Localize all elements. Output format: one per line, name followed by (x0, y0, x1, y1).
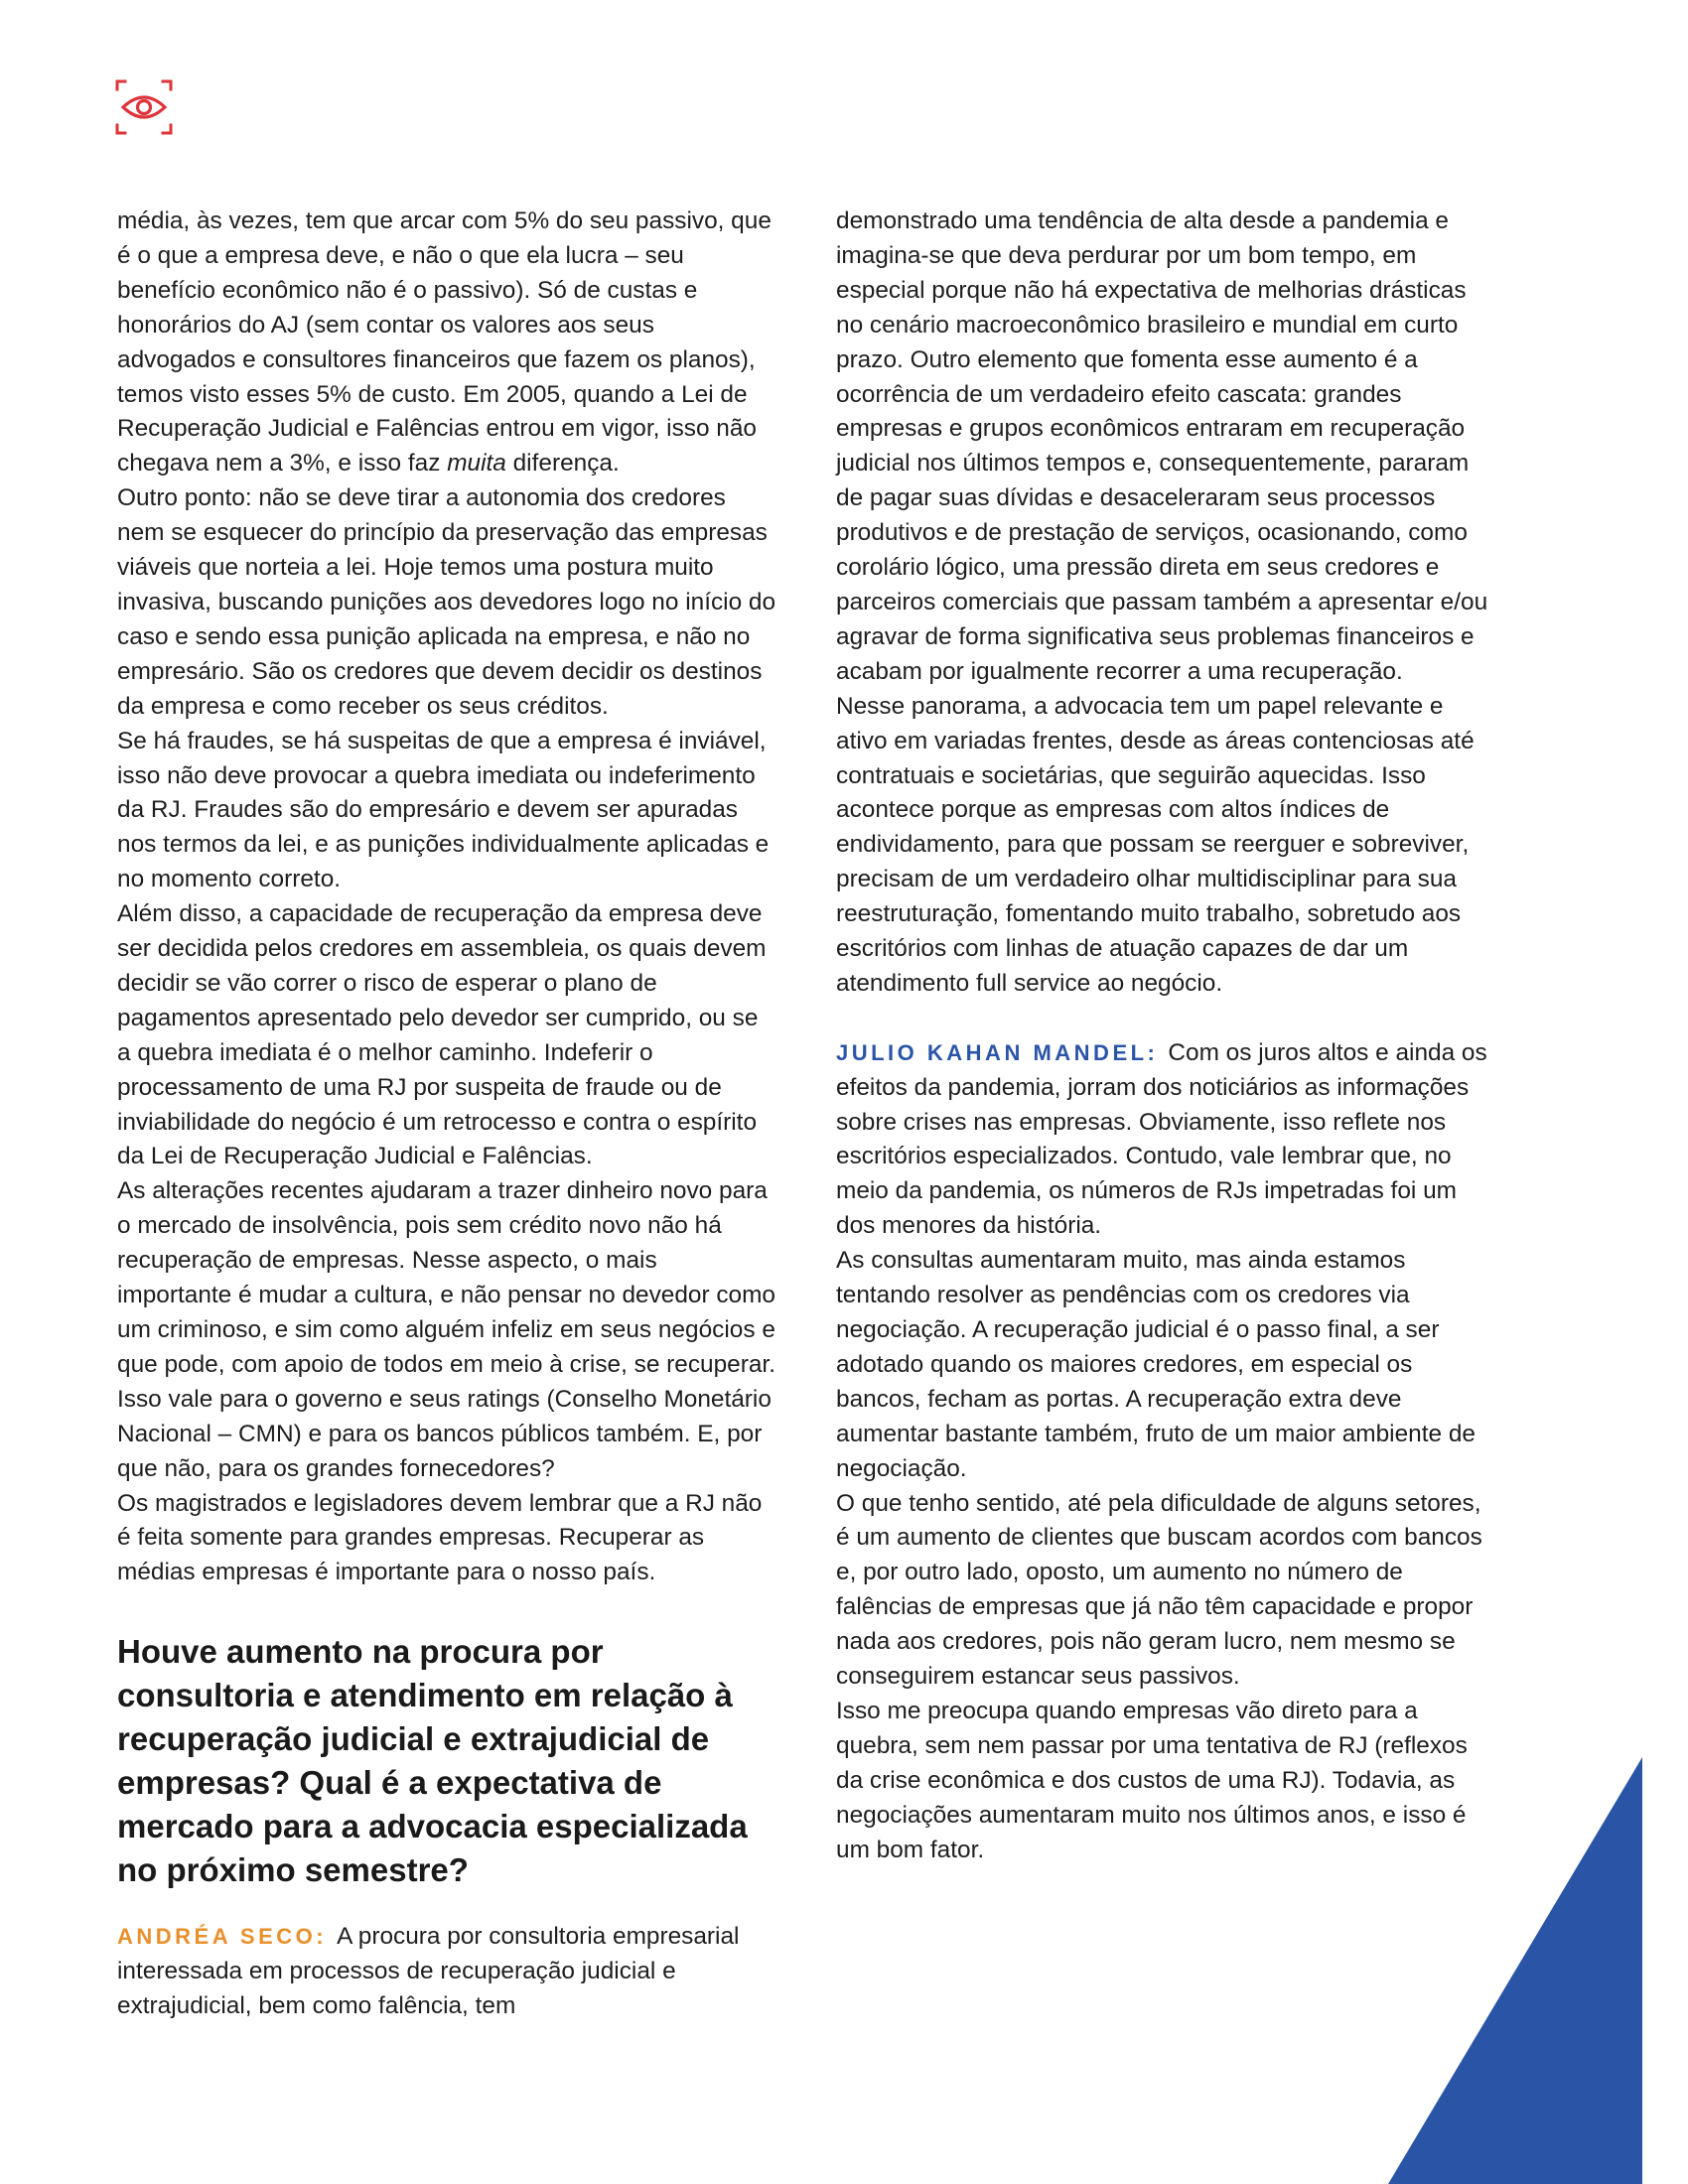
left-column (117, 205, 777, 2024)
speaker-name: JULIO KAHAN MANDEL: (836, 1039, 1159, 1065)
paragraph-text: A procura por consultoria empresarial interessada em processos de recuperação judicial e extrajudicial, bem como falência, tem (117, 1923, 740, 2020)
right-column (836, 205, 1496, 1867)
paragraph: Os magistrados e legisladores devem lembrar que a RJ não é feita somente para grandes empresas. Recuperar as médias empresas é importante para o nosso país. (117, 1489, 763, 1586)
paragraph-gap (836, 1002, 1496, 1036)
paragraph: O que tenho sentido, até pela dificuldade de alguns setores, é um aumento de clientes que buscam acordos com bancos e, por outro lado, oposto, um aumento no número de falências de empresas que já não têm capacidade e propor nada aos credores, pois não geram lucro, nem mesmo se conseguirem estancar seus passivos. (836, 1489, 1482, 1691)
paragraph: Nesse panorama, a advocacia tem um papel relevante e ativo em variadas frentes, desde as áreas contenciosas até contratuais e societárias, que seguirão aquecidas. Isso acontece porque as empresas com altos índices de endividamento, para que possam se reerguer e sobreviver, precisam de um verdadeiro olhar multidisciplinar para sua reestruturação, fomentando muito trabalho, sobretudo aos escritórios com linhas de atuação capazes de dar um atendimento full service ao negócio. (836, 692, 1475, 997)
answer-paragraph (117, 1920, 777, 2024)
eye-icon (115, 79, 173, 135)
paragraph: Isso me preocupa quando empresas vão direto para a quebra, sem nem passar por uma tentativa de RJ (reflexos da crise econômica e dos custos de uma RJ). Todavia, as negociações aumentaram muito nos últimos anos, e isso é um bom fator. (836, 1697, 1468, 1863)
paragraph: demonstrado uma tendência de alta desde a pandemia e imagina-se que deva perdurar por um bom tempo, em especial porque não há expectativa de melhorias drásticas no cenário macroeconômico brasileiro e mundial em curto prazo. Outro elemento que fomenta esse aumento é a ocorrência de um verdadeiro efeito cascata: grandes empresas e grupos econômicos entraram em recuperação judicial nos últimos tempos e, consequentemente, pararam de pagar suas dívidas e desaceleraram seus processos produtivos e de prestação de serviços, ocasionando, como corolário lógico, uma pressão direta em seus credores e parceiros comerciais que passam também a apresentar e/ou agravar de forma significativa seus problemas financeiros e acabam por igualmente recorrer a uma recuperação. (836, 207, 1488, 685)
answer-paragraph (836, 1036, 1496, 1244)
speaker-name: ANDRÉA SECO: (117, 1924, 328, 1950)
paragraph-text: e isso faz (338, 450, 448, 478)
section-question: Houve aumento na procura por consultoria e atendimento em relação à recuperação judicial e extrajudicial de empresas? Qual é a expectativa de mercado para a advocacia especializada no próximo semestre? (117, 1633, 748, 1889)
emphasis-text: muita (447, 450, 506, 478)
paragraph-text: média, às vezes, tem que arcar com 5% do seu passivo, que é o que a empresa deve, e não o que ela lucra – seu benefício econômico não é o passivo). Só de custas e honorários do AJ (sem contar os valores aos seus advogados e consultores financeiros que fazem os planos), temos visto esses 5% de custo. Em 2005, quando a Lei de Recuperação Judicial e Falências entrou em vigor, isso não chegava nem a 3%, (117, 207, 772, 478)
paragraph (117, 205, 777, 481)
paragraph: Além disso, a capacidade de recuperação da empresa deve ser decidida pelos credores em assembleia, os quais devem decidir se vão correr o risco de esperar o plano de pagamentos apresentado pelo devedor ser cumprido, ou se a quebra imediata é o melhor caminho. Indeferir o processamento de uma RJ por suspeita de fraude ou de inviabilidade do negócio é um retrocesso e contra o espírito da Lei de Recuperação Judicial e Falências. (117, 900, 767, 1170)
paragraph-text: Com os juros altos e ainda os efeitos da pandemia, jorram dos noticiários as informações sobre crises nas empresas. Obviamente, isso reflete nos escritórios especializados. Contudo, vale lembrar que, no meio da pandemia, os números de RJs impetradas foi um dos menores da história. (836, 1038, 1487, 1240)
decorative-triangle (1388, 1757, 1642, 2184)
paragraph: As consultas aumentaram muito, mas ainda estamos tentando resolver as pendências com os credores via negociação. A recuperação judicial é o passo final, a ser adotado quando os maiores credores, em especial os bancos, fecham as portas. A recuperação extra deve aumentar bastante também, fruto de um maior ambiente de negociação. (836, 1247, 1476, 1482)
paragraph: As alterações recentes ajudaram a trazer dinheiro novo para o mercado de insolvência, pois sem crédito novo não há recuperação de empresas. Nesse aspecto, o mais importante é mudar a cultura, e não pensar no devedor como um criminoso, e sim como alguém infeliz em seus negócios e que pode, com apoio de todos em meio à crise, se recuperar. Isso vale para o governo e seus ratings (Conselho Monetário Nacional – CMN) e para os bancos públicos também. E, por que não, para os grandes fornecedores? (117, 1177, 776, 1482)
paragraph: Outro ponto: não se deve tirar a autonomia dos credores nem se esquecer do princípio da preservação das empresas viáveis que norteia a lei. Hoje temos uma postura muito invasiva, buscando punições aos devedores logo no início do caso e sendo essa punição aplicada na empresa, e não no empresário. São os credores que devem decidir os destinos da empresa e como receber os seus créditos. (117, 484, 776, 720)
paragraph-text: diferença. (505, 450, 620, 478)
paragraph: Se há fraudes, se há suspeitas de que a empresa é inviável, isso não deve provocar a quebra imediata ou indeferimento da RJ. Fraudes são do empresário e devem ser apuradas nos termos da lei, e as punições individualmente aplicadas e no momento correto. (117, 727, 770, 893)
